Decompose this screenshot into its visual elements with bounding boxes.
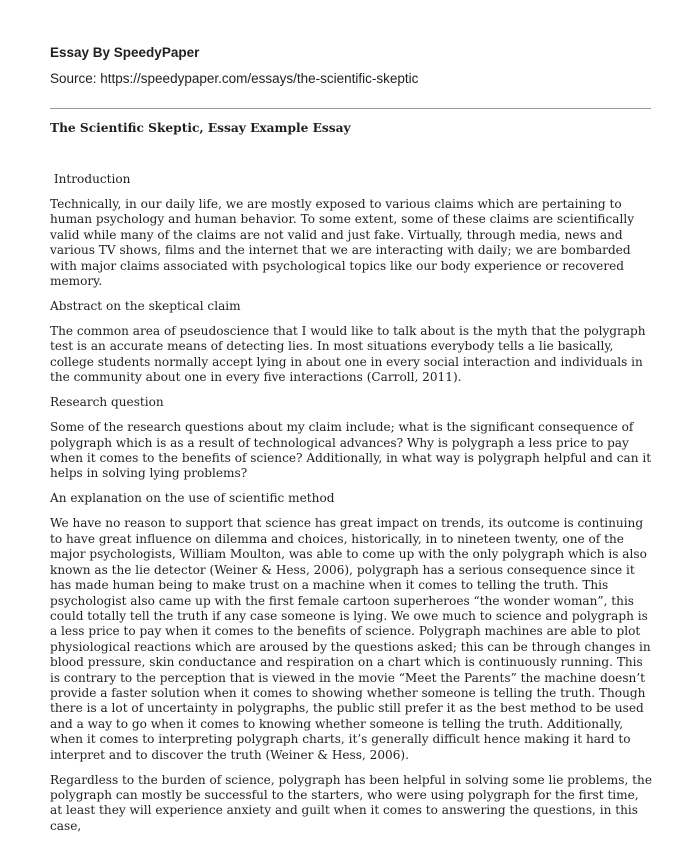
section-heading-scientific-method: An explanation on the use of scientific method: [50, 491, 335, 506]
section-heading-research-question: Research question: [50, 395, 164, 410]
header-divider: [50, 108, 651, 109]
section-heading-introduction: Introduction: [50, 172, 131, 186]
essay-title: The Scientific Skeptic, Essay Example Essay: [50, 121, 351, 135]
paragraph: The common area of pseudoscience that I would like to talk about is the myth that the polygraph test is an accurate means of detecting lies. In most situations everybody tells a lie basically, college students normally accept lying in about one in every social interaction and individuals in the community about one in every five interactions (Carroll, 2011).: [50, 324, 646, 385]
paragraph: Some of the research questions about my claim include; what is the significant consequence of polygraph which is as a result of technological advances? Why is polygraph a less price to pay when it comes to the benefits of science? Additionally, in what way is polygraph helpful and can it helps in solving lying problems?: [50, 420, 652, 481]
paragraph: We have no reason to support that science has great impact on trends, its outcome is continuing to have great influence on dilemma and choices, historically, in to nineteen twenty, one of the major psychologists, William Moulton, was able to come up with the only polygraph which is also known as the lie detector (Weiner & Hess, 2006), polygraph has a serious consequence since it has made human being to make trust on a machine when it comes to telling the truth. This psychologist also came up with the first female cartoon superheroes “the wonder woman”, this could totally tell the truth if any case someone is lying. We owe much to science and polygraph is a less price to pay when it comes to the benefits of science. Polygraph machines are able to plot physiological reactions which are aroused by the questions asked; this can be through changes in blood pressure, skin conductance and respiration on a chart which is continuously running. This is contrary to the perception that is viewed in the movie “Meet the Parents” the machine doesn’t provide a faster solution when it comes to showing whether someone is telling the truth. Though there is a lot of uncertainty in polygraphs, the public still prefer it as the best method to be used and a way to go when it comes to knowing whether someone is telling the truth. Additionally, when it comes to interpreting polygraph charts, it’s generally difficult hence making it hard to interpret and to discover the truth (Weiner & Hess, 2006).: [50, 516, 651, 762]
essay-author-heading: Essay By SpeedyPaper: [50, 45, 200, 60]
source-line: Source: https://speedypaper.com/essays/the-scientific-skeptic: [50, 71, 419, 86]
essay-body: [50, 172, 652, 844]
paragraph: Regardless to the burden of science, polygraph has been helpful in solving some lie problems, the polygraph can mostly be successful to the starters, who were using polygraph for the first time, at least they will experience anxiety and guilt when it comes to answering the questions, in this case,: [50, 772, 652, 833]
paragraph: Technically, in our daily life, we are mostly exposed to various claims which are pertaining to human psychology and human behavior. To some extent, some of these claims are scientifically valid while many of the claims are not valid and just fake. Virtually, through media, news and various TV shows, films and the internet that we are interacting with daily; we are bombarded with major claims associated with psychological topics like our body experience or recovered memory.: [50, 197, 635, 289]
section-heading-abstract: Abstract on the skeptical claim: [50, 299, 241, 314]
